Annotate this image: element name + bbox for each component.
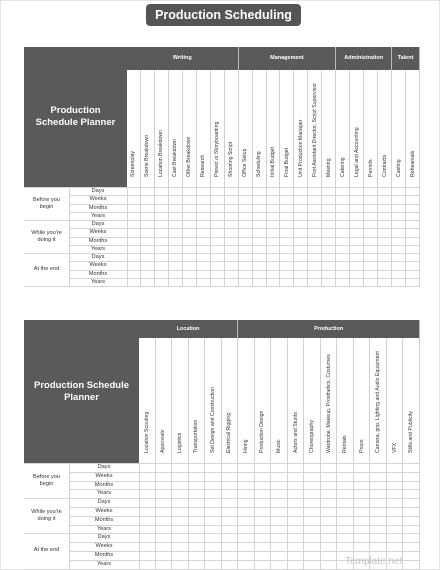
column-header [378, 70, 392, 187]
column-header [321, 338, 338, 463]
grid-line [377, 253, 378, 286]
time-unit-label: Years [90, 212, 106, 219]
grid-line [363, 253, 364, 286]
grid-line [349, 220, 350, 253]
grid-line [237, 498, 238, 533]
grid-line [405, 220, 406, 253]
grid-line [405, 187, 406, 220]
group-header-talent: Talent [392, 47, 420, 70]
grid-line [69, 533, 70, 568]
grid-line [391, 253, 392, 286]
time-unit-label: Days [97, 499, 111, 506]
grid-line [196, 253, 197, 286]
column-header-label: Cast Breakdown [172, 138, 179, 177]
time-unit-label: Weeks [95, 508, 113, 514]
time-unit-label: Weeks [89, 229, 107, 236]
grid-line [238, 220, 239, 253]
grid-line [363, 187, 364, 220]
grid-line [155, 533, 156, 568]
column-header [155, 70, 169, 187]
time-unit-label: Months [88, 270, 108, 277]
time-unit-label: Days [91, 254, 105, 260]
grid-line [270, 463, 271, 498]
column-header [387, 338, 404, 463]
column-header-label: Camera, grip, Lighting and Audio Equipment [375, 351, 382, 453]
column-header-label: Rentals [342, 435, 349, 453]
column-header [183, 70, 197, 187]
grid-line [171, 463, 172, 498]
column-header [156, 338, 173, 463]
grid-line [336, 533, 337, 568]
phase-label: Before you begin [32, 473, 61, 487]
grid-line [419, 187, 420, 220]
group-header-production: Production [238, 320, 420, 338]
time-unit-label: Days [97, 464, 111, 470]
time-unit-label: Years [90, 245, 106, 252]
column-header [253, 70, 267, 187]
grid-line [386, 463, 387, 498]
phase-label: At the end [33, 266, 60, 272]
grid-line [254, 533, 255, 568]
column-header [308, 70, 322, 187]
column-header-label: Actors and Stunts [292, 412, 299, 453]
grid-line [168, 253, 169, 286]
column-header-label: Meeting [325, 158, 332, 177]
grid-line [238, 253, 239, 286]
grid-line [363, 220, 364, 253]
grid-line [349, 253, 350, 286]
column-header-label: First Assistant Director, Script Supervisor [311, 83, 318, 177]
grid-line [279, 220, 280, 253]
column-header [406, 70, 420, 187]
column-header-label: Catering [339, 157, 346, 177]
column-header [336, 70, 350, 187]
grid-line [419, 220, 420, 253]
column-header-label: Rehearsals [409, 150, 416, 177]
time-unit-label: Weeks [89, 196, 107, 203]
grid-line [140, 253, 141, 286]
column-header-label: Props [358, 439, 365, 453]
column-header-label: Music [275, 439, 282, 453]
column-header-label: Office Setup [242, 148, 249, 177]
column-header [141, 70, 155, 187]
grid-line [336, 463, 337, 498]
grid-line [402, 533, 403, 568]
time-unit-label: Days [91, 221, 105, 227]
column-header [197, 70, 211, 187]
group-header-management: Management [239, 47, 337, 70]
column-header-label: Wardrobe, Makeup, Prosthetics, Costumes [325, 354, 332, 453]
grid-line [321, 187, 322, 220]
column-header-label: Permits [367, 159, 374, 177]
column-header-label: Unit Production Manager [297, 119, 304, 177]
grid-line [293, 253, 294, 286]
phase-label: Before you begin [32, 196, 61, 210]
column-header-label: Logistics [176, 432, 183, 453]
column-header [169, 70, 183, 187]
column-header-label: VFX [391, 442, 398, 453]
time-unit-label: Years [96, 490, 112, 497]
grid-line [69, 498, 70, 533]
column-header [403, 338, 420, 463]
column-header [127, 70, 141, 187]
grid-line [127, 187, 128, 220]
time-unit-label: Months [88, 237, 108, 244]
grid-line [69, 220, 70, 253]
grid-line [336, 498, 337, 533]
grid-line [303, 498, 304, 533]
time-unit-label: Months [88, 204, 108, 211]
column-header [288, 338, 305, 463]
grid-line [127, 220, 128, 253]
grid-line [155, 463, 156, 498]
grid-line [254, 498, 255, 533]
time-unit-label: Weeks [95, 543, 113, 550]
grid-line [140, 220, 141, 253]
column-header [222, 338, 239, 463]
grid-line [252, 187, 253, 220]
grid-line [353, 498, 354, 533]
time-unit-label: Years [96, 560, 112, 567]
phase-label: At the end [33, 547, 60, 554]
grid-line [293, 220, 294, 253]
planner-title: Production Schedule Planner [24, 47, 127, 187]
column-header [189, 338, 206, 463]
grid-line [221, 463, 222, 498]
grid-line [210, 253, 211, 286]
column-header-label: Scheduling [256, 151, 263, 177]
grid-line [221, 498, 222, 533]
grid-line [24, 569, 420, 570]
grid-line [24, 286, 420, 287]
grid-line [369, 498, 370, 533]
grid-line [293, 187, 294, 220]
time-unit-label: Weeks [95, 472, 113, 479]
group-header-writing: Writing [127, 47, 239, 70]
grid-line [69, 187, 70, 220]
column-header-label: Legal and Accounting [353, 127, 360, 177]
grid-line [182, 220, 183, 253]
grid-line [140, 187, 141, 220]
grid-line [402, 498, 403, 533]
grid-line [69, 253, 70, 286]
column-header [337, 338, 354, 463]
time-unit-label: Months [94, 516, 114, 523]
watermark: Template.net [345, 556, 403, 567]
column-header [294, 70, 308, 187]
grid-line [155, 498, 156, 533]
column-header-label: Production Design [259, 410, 266, 453]
grid-line [391, 187, 392, 220]
column-header [267, 70, 281, 187]
column-header [370, 338, 387, 463]
column-header-label: Choreography [309, 420, 316, 453]
grid-line [287, 533, 288, 568]
grid-line [182, 187, 183, 220]
grid-line [369, 463, 370, 498]
grid-line [237, 463, 238, 498]
grid-line [270, 533, 271, 568]
grid-line [196, 220, 197, 253]
group-header-administration: Administration [336, 47, 392, 70]
grid-line [307, 253, 308, 286]
column-header [239, 70, 253, 187]
column-header-label: Stills and Publicity [408, 411, 415, 453]
grid-line [171, 498, 172, 533]
column-header [271, 338, 288, 463]
grid-line [139, 498, 140, 533]
column-header [205, 338, 222, 463]
grid-line [238, 187, 239, 220]
grid-line [224, 253, 225, 286]
grid-line [154, 253, 155, 286]
grid-line [287, 463, 288, 498]
column-header-label: Set Design and Construction [209, 386, 216, 453]
column-header-label: Approvals [160, 429, 167, 453]
grid-line [303, 533, 304, 568]
column-header-label: Transportation [193, 419, 200, 453]
grid-line [270, 498, 271, 533]
column-header-label: Electrical Rigging [226, 412, 233, 453]
column-header-label: Final Budget [283, 147, 290, 177]
time-unit-label: Years [90, 278, 106, 285]
column-header [139, 338, 156, 463]
grid-line [307, 187, 308, 220]
grid-line [171, 533, 172, 568]
grid-line [266, 187, 267, 220]
grid-line [349, 187, 350, 220]
grid-line [335, 220, 336, 253]
grid-line [266, 220, 267, 253]
grid-line [353, 463, 354, 498]
grid-line [279, 187, 280, 220]
time-unit-label: Months [94, 552, 114, 558]
grid-line [320, 533, 321, 568]
column-header-label: Contracts [381, 154, 388, 177]
grid-line [321, 253, 322, 286]
column-header [225, 70, 239, 187]
column-header-label: Shooting Script [228, 141, 235, 177]
grid-line [254, 463, 255, 498]
phase-label: While you're doing it [31, 229, 62, 243]
grid-line [335, 253, 336, 286]
grid-line [182, 253, 183, 286]
column-header-label: Prewiz or Storyboarding [214, 121, 221, 177]
column-header [238, 338, 255, 463]
column-header [350, 70, 364, 187]
grid-line [419, 498, 420, 533]
grid-line [287, 498, 288, 533]
grid-line [204, 463, 205, 498]
grid-line [266, 253, 267, 286]
group-header-location: Location [139, 320, 238, 338]
grid-line [252, 220, 253, 253]
grid-line [419, 533, 420, 568]
time-unit-label: Days [97, 534, 111, 541]
column-header-label: Research [200, 154, 207, 177]
column-header-label: Other Breakdown [186, 136, 193, 177]
grid-line [321, 220, 322, 253]
grid-line [402, 463, 403, 498]
column-header [392, 70, 406, 187]
production-schedule-sheet-2 [24, 320, 420, 568]
grid-line [139, 463, 140, 498]
column-header-label: Screenplay [130, 151, 137, 177]
column-header [255, 338, 272, 463]
grid-line [303, 463, 304, 498]
column-header [211, 70, 225, 187]
grid-line [377, 220, 378, 253]
grid-line [221, 533, 222, 568]
column-header [364, 70, 378, 187]
grid-line [188, 533, 189, 568]
grid-line [168, 220, 169, 253]
grid-line [168, 187, 169, 220]
grid-line [188, 498, 189, 533]
grid-line [386, 498, 387, 533]
grid-line [154, 187, 155, 220]
grid-line [210, 187, 211, 220]
grid-line [188, 463, 189, 498]
grid-line [204, 498, 205, 533]
time-unit-label: Years [96, 525, 112, 532]
grid-line [377, 187, 378, 220]
grid-line [252, 253, 253, 286]
production-schedule-sheet-1 [24, 47, 420, 284]
grid-line [279, 253, 280, 286]
grid-line [69, 463, 70, 498]
grid-line [127, 253, 128, 286]
column-header-label: Scene Breakdown [144, 134, 151, 177]
column-header-label: Location Scouting [143, 411, 150, 453]
planner-title: Production Schedule Planner [24, 320, 139, 463]
grid-line [224, 187, 225, 220]
grid-line [320, 463, 321, 498]
grid-line [210, 220, 211, 253]
grid-line [307, 220, 308, 253]
grid-line [335, 187, 336, 220]
grid-line [139, 533, 140, 568]
column-header-label: Hiring [242, 439, 249, 453]
column-header [322, 70, 336, 187]
grid-line [405, 253, 406, 286]
column-header-label: Casting [395, 159, 402, 177]
time-unit-label: Days [91, 188, 105, 194]
grid-line [237, 533, 238, 568]
column-header [172, 338, 189, 463]
grid-line [320, 498, 321, 533]
page-title: Production Scheduling [146, 4, 301, 26]
grid-line [204, 533, 205, 568]
grid-line [224, 220, 225, 253]
grid-line [419, 463, 420, 498]
column-header-label: Location Breakdown [158, 129, 165, 177]
grid-line [419, 253, 420, 286]
grid-line [391, 220, 392, 253]
time-unit-label: Months [94, 481, 114, 488]
column-header-label: Initial Budget [269, 147, 276, 177]
column-header [354, 338, 371, 463]
column-header [304, 338, 321, 463]
grid-line [196, 187, 197, 220]
grid-line [154, 220, 155, 253]
column-header [280, 70, 294, 187]
phase-label: While you're doing it [31, 508, 62, 522]
time-unit-label: Weeks [89, 262, 107, 269]
